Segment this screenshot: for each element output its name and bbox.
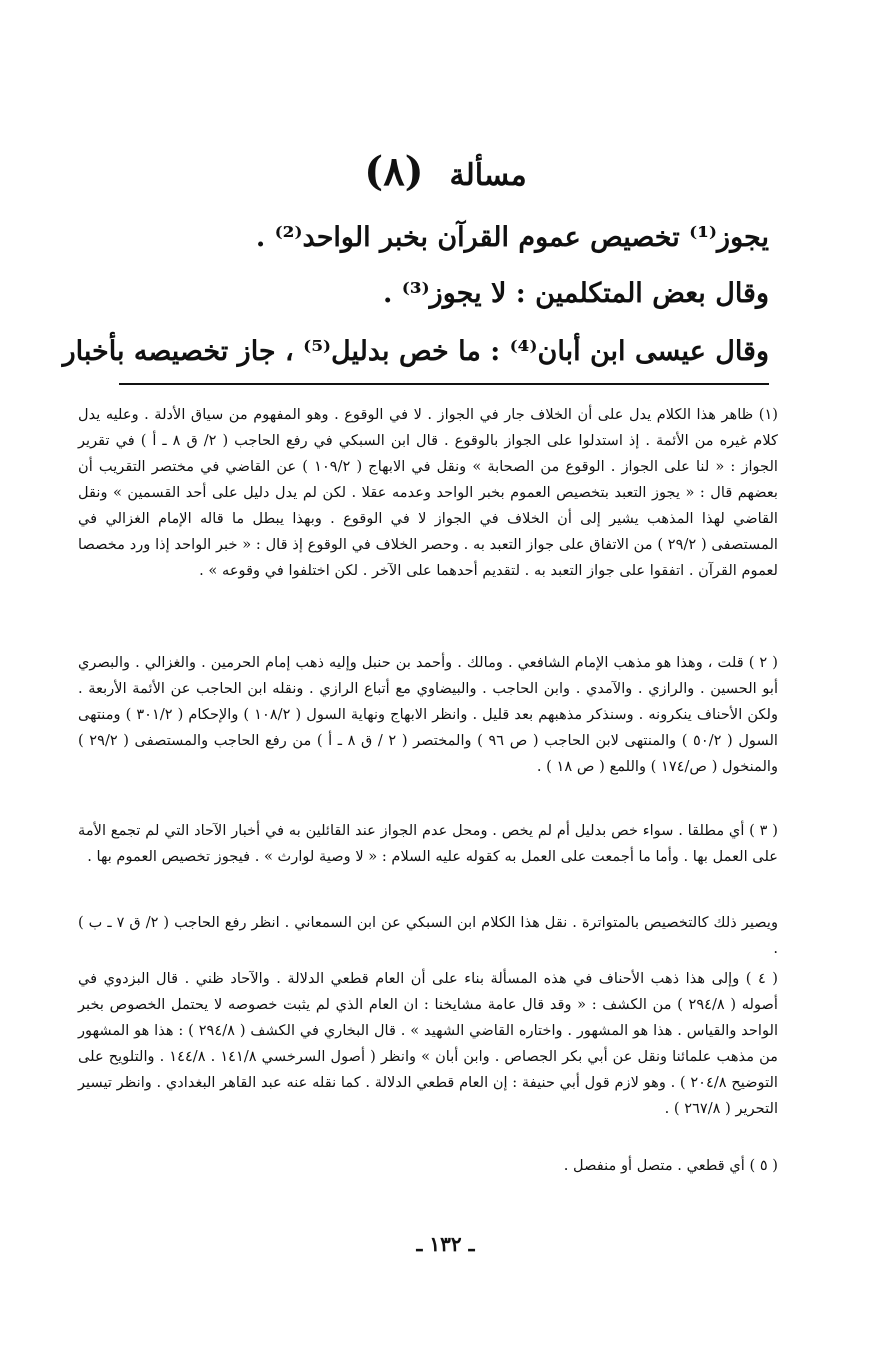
heading-word: مسألة [449, 158, 527, 193]
footnote-1: (١) ظاهر هذا الكلام يدل على أن الخلاف جار في الجواز . لا في الوقوع . وهو المفهوم من سياق الأدلة . وعليه يدل كلام غيره من الأئمة . إذ استدلوا على الجواز بالوقوع . قال ابن السبكي في رفع الحاجب ( ٢/ ق ٨ ـ أ ) في تقرير الجواز : « لنا على الجواز . الوقوع من الصحابة » ونقل في الابهاج ( ١٠٩/٢ ) عن القاضي في مختصر التقريب أن بعضهم قال : « يجوز التعبد بتخصيص العموم بخبر الواحد وعدمه عقلا . لكن لم يدل دليل على أحد القسمين » ونقل القاضي لهذا المذهب يشير إلى أن الخلاف في الجواز لا في الوقوع . وبهذا يبطل ما قاله الإمام الغزالي في المستصفى ( ٢٩/٢ ) من الاتفاق على جواز التعبد به . وحصر الخلاف في الوقوع إذ قال : « خبر الواحد إذا ورد مخصصا لعموم القرآن . اتفقوا على جواز التعبد به . لتقديم أحدهما على الآخر . لكن اختلفوا في وقوعه » . [78, 406, 778, 579]
main-text-line-3: وقال عيسى ابن أبان⁽⁴⁾ : ما خص بدليل⁽⁵⁾ ، جاز تخصيصه بأخبار [62, 336, 769, 367]
page-number: ـ ١٣٢ ـ [416, 1232, 475, 1256]
main-text-line-1: يجوز⁽¹⁾ تخصيص عموم القرآن بخبر الواحد⁽²⁾ . [255, 222, 769, 253]
heading-number: (٨) [364, 148, 424, 195]
footnote-separator [119, 383, 769, 385]
main-text-line-2: وقال بعض المتكلمين : لا يجوز⁽³⁾ . [382, 278, 769, 309]
footnote-3-continued: ويصير ذلك كالتخصيص بالمتواترة . نقل هذا الكلام ابن السبكي عن ابن السمعاني . انظر رفع الحاجب ( ٢/ ق ٧ ـ ب ) . [78, 914, 778, 957]
footnote-5: ( ٥ ) أي قطعي . متصل أو منفصل . [563, 1157, 778, 1174]
section-heading [0, 148, 891, 200]
footnote-4: ( ٤ ) وإلى هذا ذهب الأحناف في هذه المسألة بناء على أن العام قطعي الدلالة . والآحاد ظني . قال البزدوي في أصوله ( ٢٩٤/٨ ) من الكشف : « وقد قال عامة مشايخنا : ان العام الذي لم يثبت خصوصه لا يحتمل الخصوص بخبر الواحد والقياس . هذا هو المشهور . واختاره القاضي الشهيد » . قال البخاري في الكشف ( ٢٩٤/٨ ) : هذا هو المشهور من مذهب علمائنا ونقل عن أبي بكر الجصاص . وابن أبان » وانظر ( أصول السرخسي ١٤١/٨ . ١٤٤/٨ . والتلويح على التوضيح ٢٠٤/٨ ) . وهو لازم قول أبي حنيفة : إن العام قطعي الدلالة . كما نقله عنه عبد القاهر البغدادي . وانظر تيسير التحرير ( ٢٦٧/٨ ) . [78, 970, 778, 1117]
footnote-3: ( ٣ ) أي مطلقا . سواء خص بدليل أم لم يخص . ومحل عدم الجواز عند القائلين به في أخبار الآحاد التي لم تجمع الأمة على العمل بها . وأما ما أجمعت على العمل به كقوله عليه السلام : « لا وصية لوارث » . فيجوز تخصيص العموم بها . [78, 822, 778, 865]
footnote-2: ( ٢ ) قلت ، وهذا هو مذهب الإمام الشافعي . ومالك . وأحمد بن حنبل وإليه ذهب إمام الحرمين . والغزالي . والبصري أبو الحسين . والرازي . والآمدي . وابن الحاجب . والبيضاوي مع أتباع الرازي . ونقله ابن الحاجب عن الأئمة الأربعة . ولكن الأحناف ينكرونه . وسنذكر مذهبهم بعد قليل . وانظر الابهاج ونهاية السول ( ١٠٨/٢ ) والإحكام ( ٣٠١/٢ ) ومنتهى السول ( ٥٠/٢ ) والمنتهى لابن الحاجب ( ص ٩٦ ) والمختصر ( ٢ / ق ٨ ـ أ ) من رفع الحاجب والمستصفى ( ٢٩/٢ ) والمنخول ( ص/١٧٤ ) واللمع ( ص ١٨ ) . [78, 654, 778, 775]
